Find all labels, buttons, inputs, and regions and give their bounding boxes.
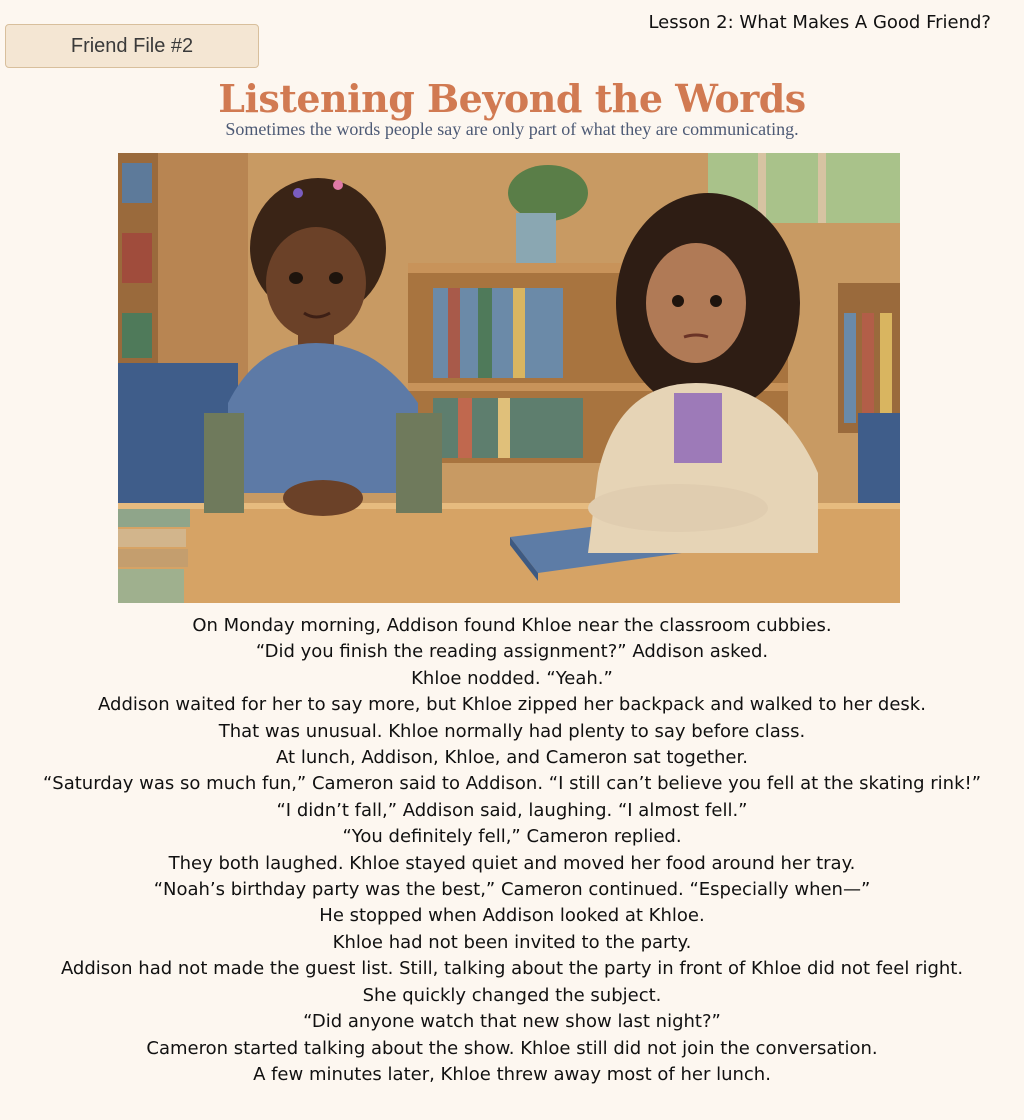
story-paragraph: He stopped when Addison looked at Khloe. <box>319 905 705 927</box>
story-paragraph: “I didn’t fall,” Addison said, laughing. “I almost fell.” <box>276 799 748 821</box>
story-illustration <box>118 153 900 603</box>
library-scene-image <box>118 153 900 603</box>
story-paragraph: “Saturday was so much fun,” Cameron said to Addison. “I still can’t believe you fell at the skating rink!” <box>42 773 982 795</box>
story-paragraph: Cameron started talking about the show. Khloe still did not join the conversation. <box>146 1037 878 1059</box>
story-paragraph: “You definitely fell,” Cameron replied. <box>342 826 682 848</box>
story-paragraph: At lunch, Addison, Khloe, and Cameron sat together. <box>276 747 748 769</box>
story-paragraph: Khloe had not been invited to the party. <box>332 931 692 953</box>
lesson-label: Lesson 2: What Makes A Good Friend? <box>648 12 991 33</box>
story-paragraph: A few minutes later, Khloe threw away most of her lunch. <box>253 1063 771 1085</box>
story-paragraph: “Did you finish the reading assignment?” Addison asked. <box>255 641 769 663</box>
story-paragraph: Addison had not made the guest list. Still, talking about the party in front of Khloe did not feel right. <box>60 958 964 980</box>
story-paragraph: Khloe nodded. “Yeah.” <box>411 667 613 689</box>
page-title: Listening Beyond the Words <box>218 76 806 121</box>
story-paragraph: She quickly changed the subject. <box>362 984 662 1006</box>
story-paragraph: That was unusual. Khloe normally had plenty to say before class. <box>218 720 806 742</box>
story-text <box>20 613 1004 1088</box>
story-paragraph: Addison waited for her to say more, but Khloe zipped her backpack and walked to her desk. <box>98 694 926 716</box>
story-paragraph: They both laughed. Khloe stayed quiet and moved her food around her tray. <box>168 852 856 874</box>
badge-label: Friend File #2 <box>70 34 194 57</box>
friend-file-badge <box>5 24 259 68</box>
page-subtitle: Sometimes the words people say are only part of what they are communicating. <box>225 119 799 139</box>
story-paragraph: “Noah’s birthday party was the best,” Cameron continued. “Especially when—” <box>153 879 871 901</box>
story-paragraph: “Did anyone watch that new show last night?” <box>303 1011 721 1033</box>
story-paragraph: On Monday morning, Addison found Khloe near the classroom cubbies. <box>192 615 832 636</box>
